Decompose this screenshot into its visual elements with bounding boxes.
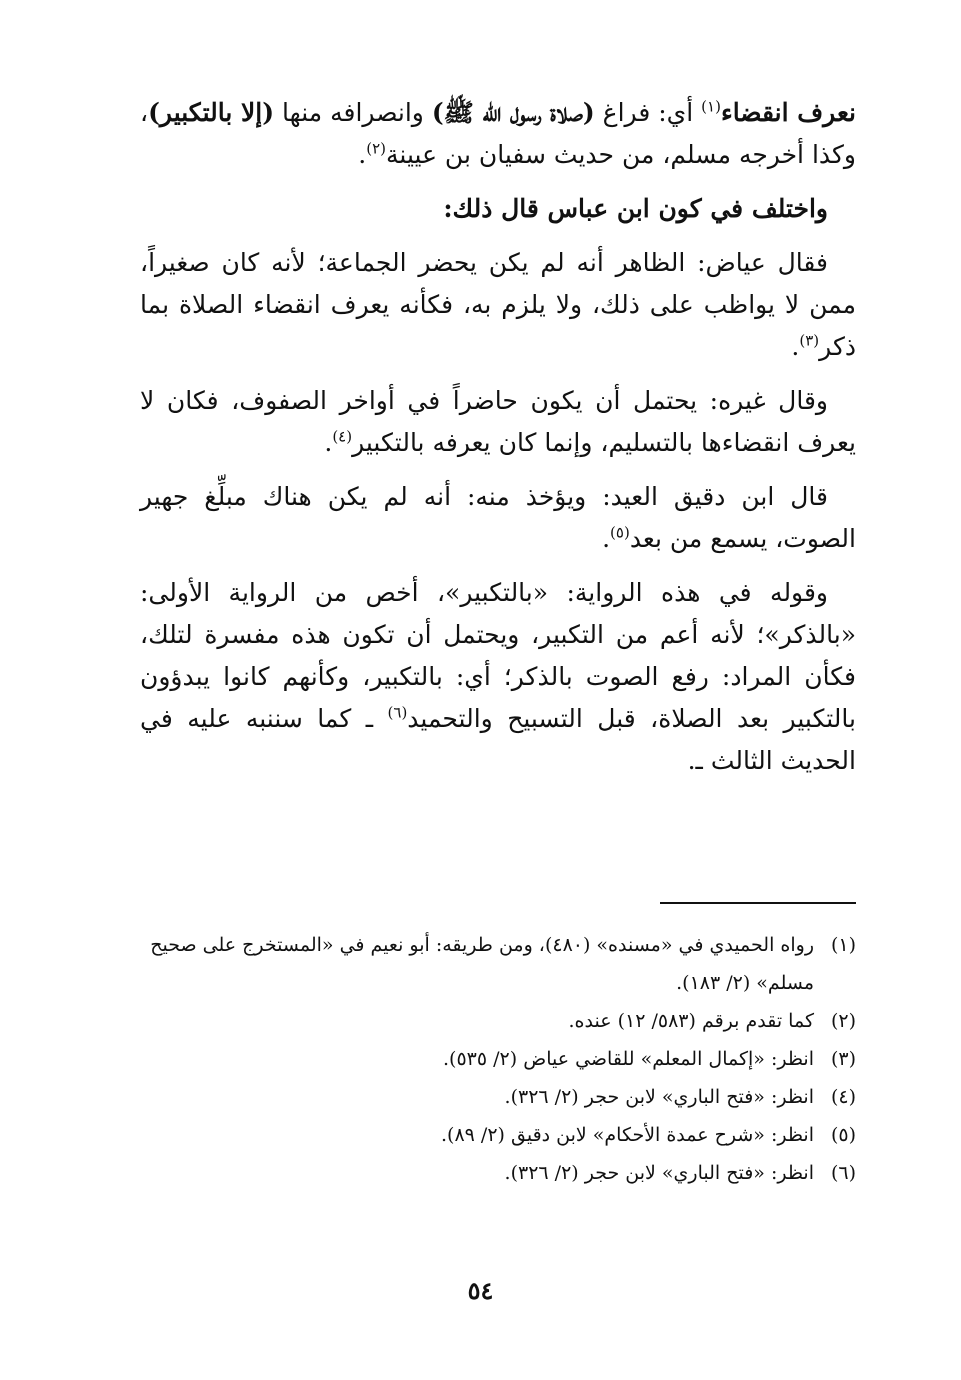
- footnote-item: [140, 1002, 856, 1040]
- footnote-text: انظر: «إكمال المعلم» للقاضي عياض (٢/ ٥٣٥).: [443, 1048, 814, 1070]
- footnote-item: [140, 1154, 856, 1192]
- main-text: [140, 92, 856, 794]
- footnote-ref: (٦): [387, 703, 408, 722]
- text-run: ، وكذا أخرجه مسلم، من حديث سفيان بن عيينة: [140, 98, 856, 169]
- text-run: نعرف انقضاء: [720, 98, 856, 127]
- text-run: قال ابن دقيق العيد: ويؤخذ منه: أنه لم يكن هناك مبلِّغ جهير الصوت، يسمع من بعد: [140, 482, 856, 553]
- paragraph: [140, 476, 856, 560]
- footnotes-list: [140, 926, 856, 1192]
- footnote-ref: (٤): [332, 427, 353, 446]
- text-run: (إلا بالتكبير): [148, 98, 275, 127]
- paragraph: [140, 380, 856, 464]
- text-run: .: [324, 428, 333, 457]
- footnote-item: [140, 926, 856, 1002]
- footnote-separator: [660, 902, 856, 904]
- footnote-number: (٤): [830, 1086, 856, 1108]
- page-number: ٥٤: [467, 1276, 494, 1305]
- paragraph: [140, 92, 856, 176]
- footnote-ref: (١): [701, 97, 721, 116]
- footnote-text: انظر: «فتح الباري» لابن حجر (٢/ ٣٢٦).: [504, 1162, 814, 1184]
- footnote-number: (٢): [830, 1010, 856, 1032]
- footnote-number: (٥): [830, 1124, 856, 1146]
- footnote-ref: (٣): [799, 331, 820, 350]
- paragraph: [140, 188, 856, 230]
- footnote-item: [140, 1116, 856, 1154]
- footnote-item: [140, 1078, 856, 1116]
- footnote-number: (١): [830, 934, 856, 956]
- text-run: وقوله في هذه الرواية: «بالتكبير»، أخص من الرواية الأولى: «بالذكر»؛ لأنه أعم من التكبير، ويحتمل أن تكون هذه مفسرة لتلك، فكأن المراد: رفع الصوت بالذكر؛ أي: بالتكبير، وكأنهم كانوا يبدؤون بالتكبير بعد الصلاة، قبل التسبيح والتحميد: [140, 578, 856, 733]
- footnote-text: انظر: «شرح عمدة الأحكام» لابن دقيق (٢/ ٨٩).: [440, 1124, 814, 1146]
- text-run: وقال غيره: يحتمل أن يكون حاضراً في أواخر الصفوف، فكان لا يعرف انقضاءها بالتسليم، وإنما كان يعرفه بالتكبير: [140, 386, 856, 457]
- text-run: .: [602, 524, 611, 553]
- footnote-number: (٣): [830, 1048, 856, 1070]
- text-run: .: [358, 140, 367, 169]
- text-run: وانصرافه منها: [274, 98, 432, 127]
- section-heading: واختلف في كون ابن عباس قال ذلك:: [443, 194, 828, 223]
- text-run: (صلاة رسول الله ﷺ): [431, 98, 595, 127]
- footnote-ref: (٥): [610, 523, 630, 542]
- footnote-item: [140, 1040, 856, 1078]
- paragraph: [140, 242, 856, 368]
- footnote-ref: (٢): [366, 139, 387, 158]
- text-run: فقال عياض: الظاهر أنه لم يكن يحضر الجماعة؛ لأنه كان صغيراً، ممن لا يواظب على ذلك، ولا يلزم به، فكأنه يعرف انقضاء الصلاة بما ذكر: [140, 248, 856, 361]
- paragraph: [140, 572, 856, 782]
- text-run: ـ كما سننبه عليه في الحديث الثالث ـ.: [140, 704, 856, 775]
- footnote-text: رواه الحميدي في «مسنده» (٤٨٠)، ومن طريقه: أبو نعيم في «المستخرج على صحيح مسلم» (٢/ ١٨٣).: [150, 934, 814, 994]
- footnote-number: (٦): [830, 1162, 856, 1184]
- text-run: أي: فراغ: [594, 98, 702, 127]
- footnote-text: كما تقدم برقم (٥٨٣/ ١٢) عنده.: [568, 1010, 814, 1032]
- footnote-text: انظر: «فتح الباري» لابن حجر (٢/ ٣٢٦).: [504, 1086, 814, 1108]
- text-run: .: [791, 332, 800, 361]
